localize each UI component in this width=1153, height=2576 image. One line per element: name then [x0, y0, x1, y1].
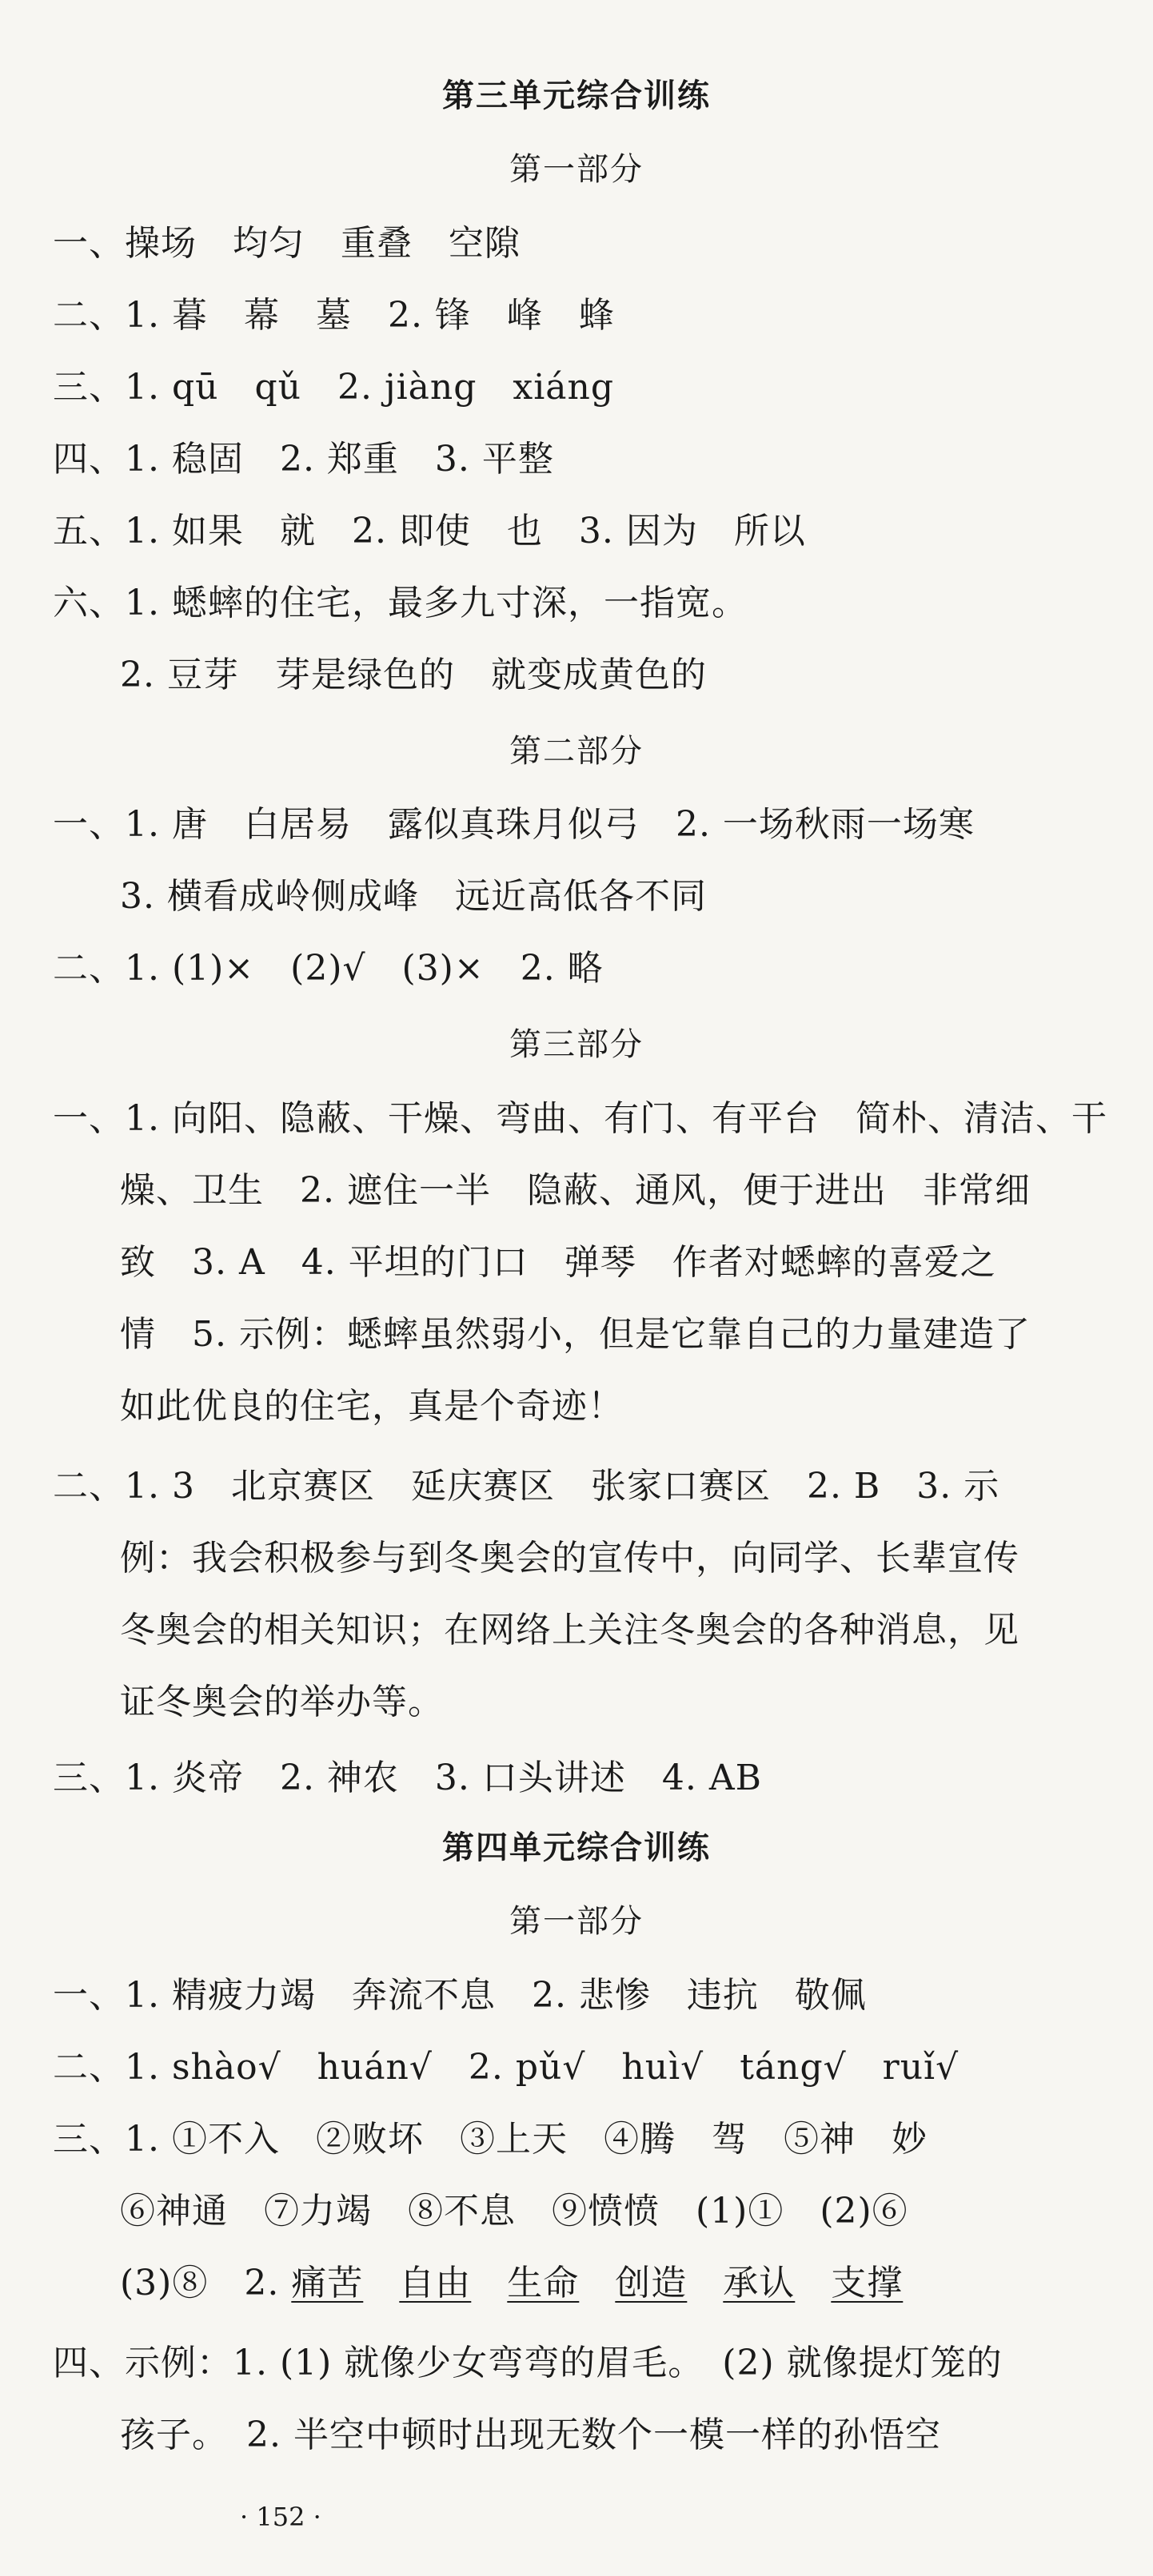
unit3-title: 第三单元综合训练 — [442, 78, 711, 114]
answer-line: 三、1. qū qǔ 2. jiàng xiáng — [53, 367, 615, 408]
underlined-word: 痛苦 — [291, 2263, 364, 2303]
answer-line: 致 3. A 4. 平坦的门口 弹琴 作者对蟋蟀的喜爱之 — [120, 1242, 996, 1283]
unit3-part1-label: 第一部分 — [509, 151, 644, 188]
unit4-title: 第四单元综合训练 — [442, 1829, 711, 1866]
answer-line: 例：我会积极参与到冬奥会的宣传中，向同学、长辈宣传 — [120, 1538, 1019, 1579]
answer-line: 一、1. 精疲力竭 奔流不息 2. 悲惨 违抗 敬佩 — [53, 1975, 867, 2016]
underlined-word: 创造 — [615, 2263, 688, 2303]
answer-line-underlined: (3)⑧ 2. 痛苦 自由 生命 创造 承认 支撑 — [120, 2263, 904, 2303]
answer-line: 如此优良的住宅，真是个奇迹！ — [120, 1386, 624, 1427]
answer-line: 3. 横看成岭侧成峰 远近高低各不同 — [120, 876, 707, 917]
answer-line: 二、1. 暮 幕 墓 2. 锋 峰 蜂 — [53, 295, 615, 336]
answer-line: 冬奥会的相关知识；在网络上关注冬奥会的各种消息，见 — [120, 1610, 1019, 1650]
answer-line: 二、1. shào√ huán√ 2. pǔ√ huì√ táng√ ruǐ√ — [53, 2047, 960, 2088]
underlined-word: 承认 — [723, 2263, 796, 2303]
answer-line: 二、1. (1)× (2)√ (3)× 2. 略 — [53, 948, 604, 989]
answer-line: 证冬奥会的举办等。 — [120, 1682, 444, 1722]
answer-line: 情 5. 示例：蟋蟀虽然弱小，但是它靠自己的力量建造了 — [120, 1314, 1031, 1355]
underlined-word: 自由 — [399, 2263, 472, 2303]
answer-line: 孩子。 2. 半空中顿时出现无数个一模一样的孙悟空 — [120, 2415, 941, 2455]
answer-line: ⑥神通 ⑦力竭 ⑧不息 ⑨愤愤 (1)① (2)⑥ — [120, 2191, 908, 2232]
answer-line: 一、1. 向阳、隐蔽、干燥、弯曲、有门、有平台 简朴、清洁、干 — [53, 1098, 1107, 1139]
answer-line: 五、1. 如果 就 2. 即使 也 3. 因为 所以 — [53, 511, 806, 551]
answer-line: 三、1. 炎帝 2. 神农 3. 口头讲述 4. AB — [53, 1758, 762, 1798]
answer-line: 一、操场 均匀 重叠 空隙 — [53, 223, 521, 264]
answer-line: 一、1. 唐 白居易 露似真珠月似弓 2. 一场秋雨一场寒 — [53, 804, 975, 845]
underlined-word: 支撑 — [831, 2263, 904, 2303]
answer-line: 四、1. 稳固 2. 郑重 3. 平整 — [53, 439, 554, 480]
page-number: · 152 · — [240, 2502, 321, 2532]
answer-line: 2. 豆芽 芽是绿色的 就变成黄色的 — [120, 655, 707, 695]
answer-line: 二、1. 3 北京赛区 延庆赛区 张家口赛区 2. B 3. 示 — [53, 1466, 1000, 1507]
unit4-part1-label: 第一部分 — [509, 1903, 644, 1940]
answer-line: 燥、卫生 2. 遮住一半 隐蔽、通风，便于进出 非常细 — [120, 1170, 1031, 1211]
unit3-part3-label: 第三部分 — [509, 1026, 644, 1063]
answer-line: 四、示例：1. (1) 就像少女弯弯的眉毛。 (2) 就像提灯笼的 — [53, 2343, 1003, 2383]
unit3-part2-label: 第二部分 — [509, 733, 644, 770]
answer-line: 三、1. ①不入 ②败坏 ③上天 ④腾 驾 ⑤神 妙 — [53, 2119, 928, 2160]
underlined-word: 生命 — [507, 2263, 580, 2303]
answer-line: 六、1. 蟋蟀的住宅，最多九寸深，一指宽。 — [53, 583, 748, 623]
